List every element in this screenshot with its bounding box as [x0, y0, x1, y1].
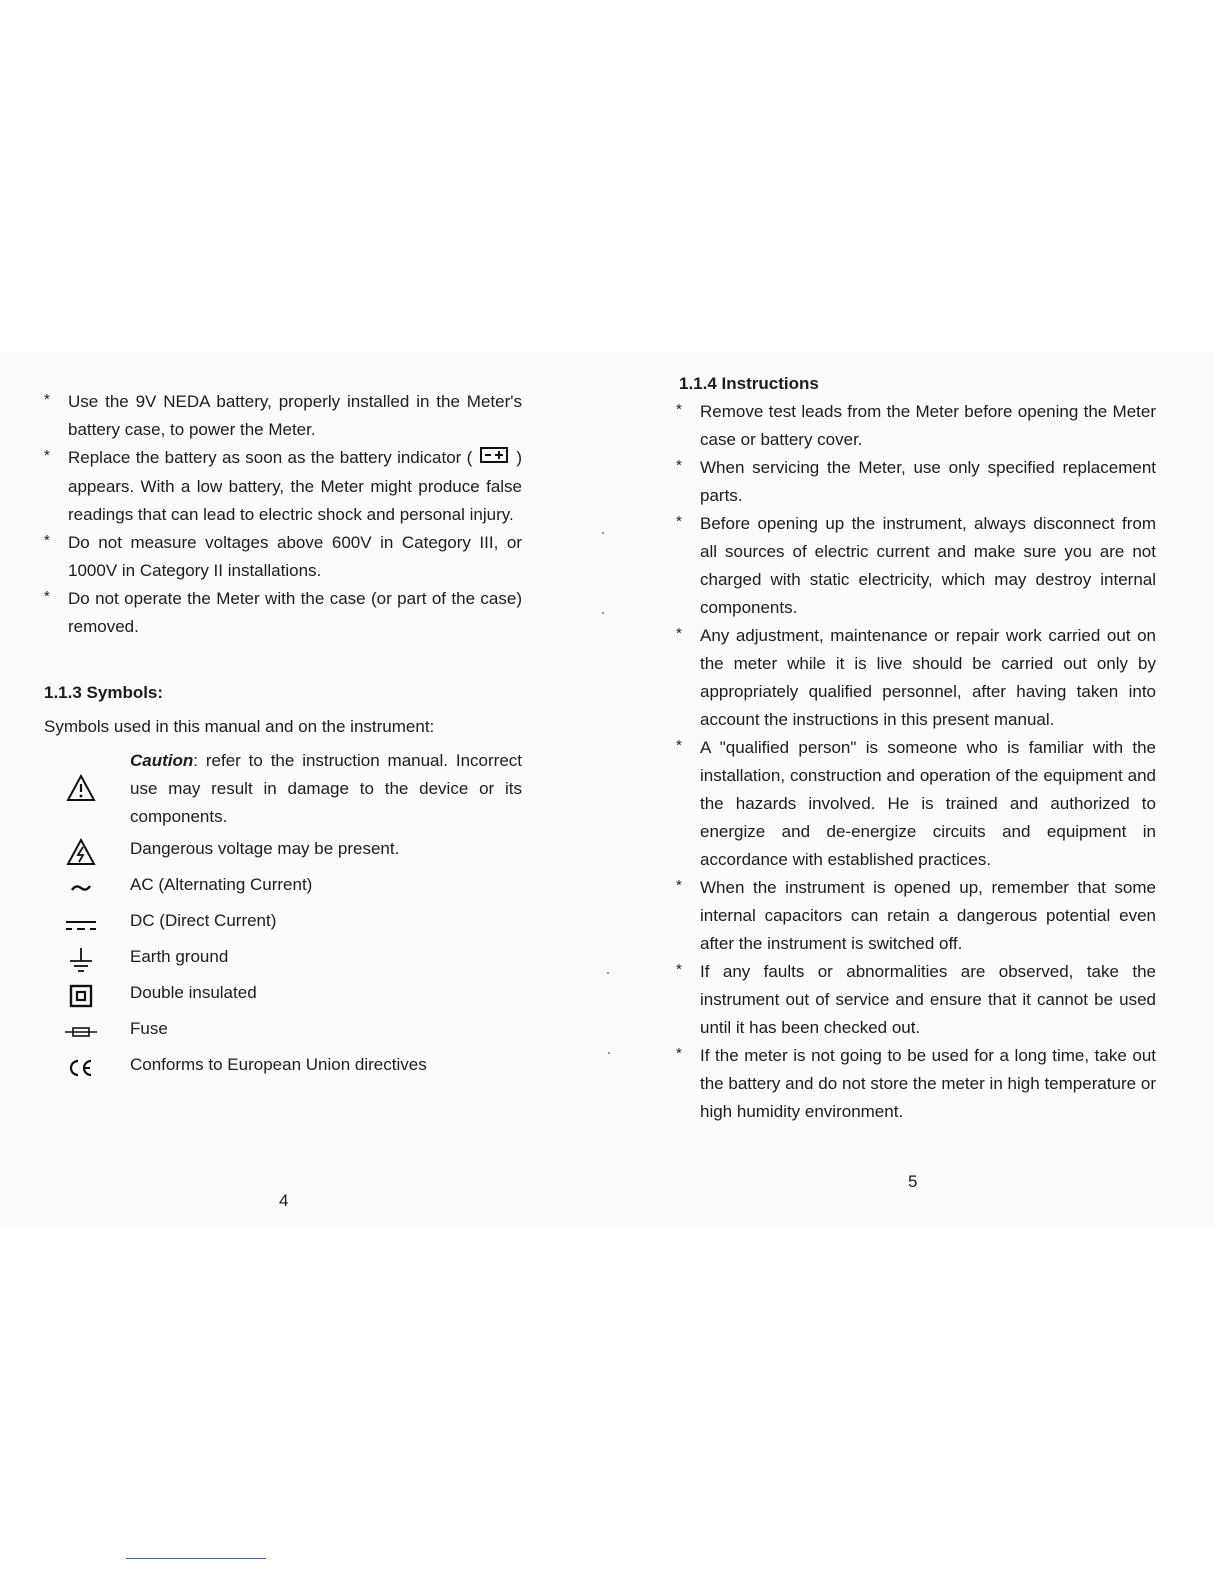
symbol-row-earth-ground: Earth ground — [44, 943, 522, 979]
instruction-item: * Remove test leads from the Meter before opening the Meter case or battery cover. — [676, 401, 1156, 449]
symbol-row-ce: Conforms to European Union directives — [44, 1051, 522, 1087]
ac-tilde-icon — [56, 871, 106, 905]
caution-triangle-icon — [56, 771, 106, 805]
instructions-heading: 1.1.4 Instructions — [679, 374, 819, 393]
symbol-row-double-insulated: Double insulated — [44, 979, 522, 1015]
scan-speck — [602, 532, 604, 534]
instruction-item: * When servicing the Meter, use only specified replacement parts. — [676, 457, 1156, 505]
symbol-row-ac: AC (Alternating Current) — [44, 871, 522, 907]
left-page — [44, 388, 522, 1087]
right-page — [676, 370, 1156, 1126]
instruction-item: * Before opening up the instrument, always disconnect from all sources of electric current and make sure you are not charged with static electricity, which may destroy internal components. — [676, 513, 1156, 617]
instruction-item: * A "qualified person" is someone who is familiar with the installation, construction and operation of the equipment and the hazards involved. He is trained and authorized to energize and de-energize circuits and equipment in accordance with established practices. — [676, 737, 1156, 869]
ce-mark-icon — [56, 1051, 106, 1085]
earth-ground-icon — [56, 943, 106, 977]
symbol-row-dangerous-voltage: Dangerous voltage may be present. — [44, 835, 522, 871]
bullet-case-removed: * Do not operate the Meter with the case (or part of the case) removed. — [44, 587, 522, 636]
symbol-row-fuse: Fuse — [44, 1015, 522, 1051]
symbols-intro: Symbols used in this manual and on the instrument: — [44, 716, 435, 736]
dc-lines-icon — [56, 909, 106, 943]
bullet-replace-battery: * Replace the battery as soon as the battery indicator ( ) appears. With a low battery, the Meter might produce false readings that can lead to electric shock and personal injury. — [44, 444, 522, 529]
page-number-right: 5 — [908, 1172, 918, 1191]
symbol-row-caution: Caution: refer to the instruction manual. Incorrect use may result in damage to the device or its components. — [44, 747, 522, 835]
scan-speck — [602, 612, 604, 614]
instruction-item: * When the instrument is opened up, remember that some internal capacitors can retain a dangerous potential even after the instrument is switched off. — [676, 877, 1156, 953]
symbols-heading: 1.1.3 Symbols: — [44, 682, 164, 702]
instruction-item: * If the meter is not going to be used for a long time, take out the battery and do not store the meter in high temperature or high humidity environment. — [676, 1045, 1156, 1121]
caution-label: Caution — [130, 750, 194, 770]
bullet-voltage-limit: * Do not measure voltages above 600V in Category III, or 1000V in Category II installations. — [44, 531, 522, 580]
symbol-row-dc: DC (Direct Current) — [44, 907, 522, 943]
high-voltage-triangle-icon — [56, 835, 106, 869]
battery-indicator-icon — [480, 445, 508, 473]
page-number-left: 4 — [279, 1191, 289, 1210]
bullet-battery-type: * Use the 9V NEDA battery, properly installed in the Meter's battery case, to power the Meter. — [44, 391, 522, 439]
instruction-item: * If any faults or abnormalities are observed, take the instrument out of service and ensure that it cannot be used until it has been checked out. — [676, 961, 1156, 1037]
instruction-item: * Any adjustment, maintenance or repair work carried out on the meter while it is live should be carried out only by appropriately qualified personnel, after having taken into account the instructions in this present manual. — [676, 625, 1156, 729]
fuse-icon — [56, 1015, 106, 1049]
blue-underline — [126, 1558, 266, 1559]
scan-speck — [607, 972, 609, 974]
scan-speck — [608, 1052, 610, 1054]
double-insulated-icon — [56, 979, 106, 1013]
